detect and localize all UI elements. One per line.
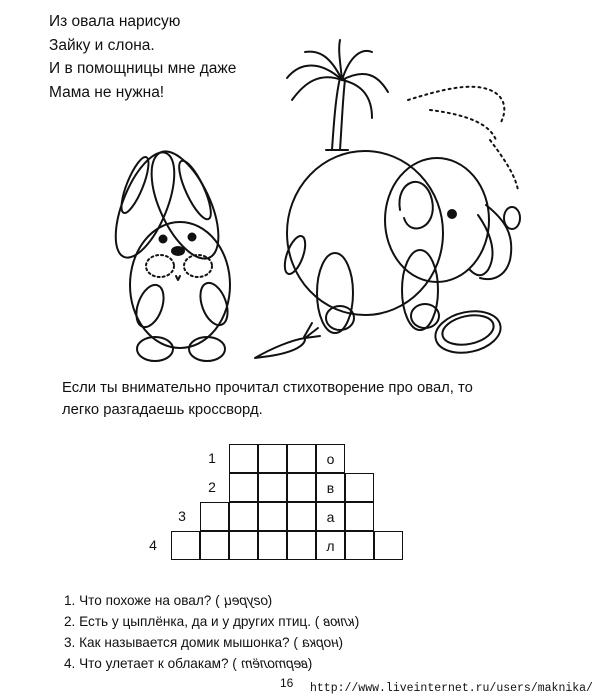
row-number: 3 — [178, 508, 186, 524]
crossword-cell[interactable] — [287, 531, 316, 560]
poem-line: Зайку и слона. — [49, 36, 155, 54]
crossword-cell[interactable] — [171, 531, 200, 560]
palm-tree-drawing — [287, 40, 388, 150]
intro-line: Если ты внимательно прочитал стихотворение про овал, то — [62, 380, 473, 396]
intro-line: легко разгадаешь кроссворд. — [62, 402, 263, 418]
crossword-cell[interactable] — [258, 473, 287, 502]
crossword-cell[interactable]: в — [316, 473, 345, 502]
poem-line: И в помощницы мне даже — [49, 60, 237, 77]
clue-text: 3. Как называется домик мышонка? ( — [64, 635, 298, 650]
clue-item: 4. Что улетает к облакам? ( вертолёт) — [64, 653, 359, 674]
mirrored-answer: огурец — [223, 593, 268, 608]
crossword-cell[interactable] — [229, 531, 258, 560]
crossword-cell[interactable] — [287, 444, 316, 473]
crossword-cell[interactable] — [229, 502, 258, 531]
row-number: 1 — [208, 450, 216, 466]
page-number: 16 — [280, 676, 294, 690]
clue-text: 1. Что похоже на овал? ( — [64, 593, 220, 608]
crossword-cell[interactable] — [345, 502, 374, 531]
crossword-cell[interactable] — [258, 502, 287, 531]
carrot-drawing — [255, 323, 320, 358]
crossword-cell[interactable] — [229, 473, 258, 502]
crossword-cell[interactable] — [287, 473, 316, 502]
poem-line: Из овала нарисую — [49, 13, 181, 30]
crossword-cell[interactable] — [258, 531, 287, 560]
bunny-drawing — [104, 142, 233, 361]
crossword-clues — [64, 590, 359, 674]
crossword-cell[interactable] — [200, 531, 229, 560]
crossword-cell[interactable] — [229, 444, 258, 473]
crossword-cell[interactable] — [374, 531, 403, 560]
plate-drawing — [432, 306, 505, 359]
crossword-cell[interactable]: л — [316, 531, 345, 560]
row-number: 4 — [149, 537, 157, 553]
crossword-cell[interactable] — [345, 531, 374, 560]
crossword-cell[interactable]: а — [316, 502, 345, 531]
crossword-cell[interactable] — [258, 444, 287, 473]
clue-text: 2. Есть у цыплёнка, да и у других птиц. ( — [64, 614, 320, 629]
mirrored-answer: норка — [301, 635, 339, 650]
elephant-drawing — [281, 87, 520, 333]
clue-item: 1. Что похоже на овал? ( огурец) — [64, 590, 359, 611]
row-number: 2 — [208, 479, 216, 495]
crossword-cell[interactable] — [345, 473, 374, 502]
mirrored-answer: вертолёт — [240, 656, 308, 671]
mirrored-answer: клюв — [323, 614, 355, 629]
crossword-cell[interactable] — [200, 502, 229, 531]
crossword-cell[interactable] — [287, 502, 316, 531]
poem-line: Мама не нужна! — [49, 83, 165, 101]
clue-item: 2. Есть у цыплёнка, да и у других птиц. ( клюв) — [64, 611, 359, 632]
crossword-cell[interactable]: о — [316, 444, 345, 473]
clue-text: 4. Что улетает к облакам? ( — [64, 656, 237, 671]
clue-item: 3. Как называется домик мышонка? ( норка) — [64, 632, 359, 653]
watermark-url: http://www.liveinternet.ru/users/maknika/ — [310, 682, 593, 695]
crossword-intro — [62, 377, 532, 421]
